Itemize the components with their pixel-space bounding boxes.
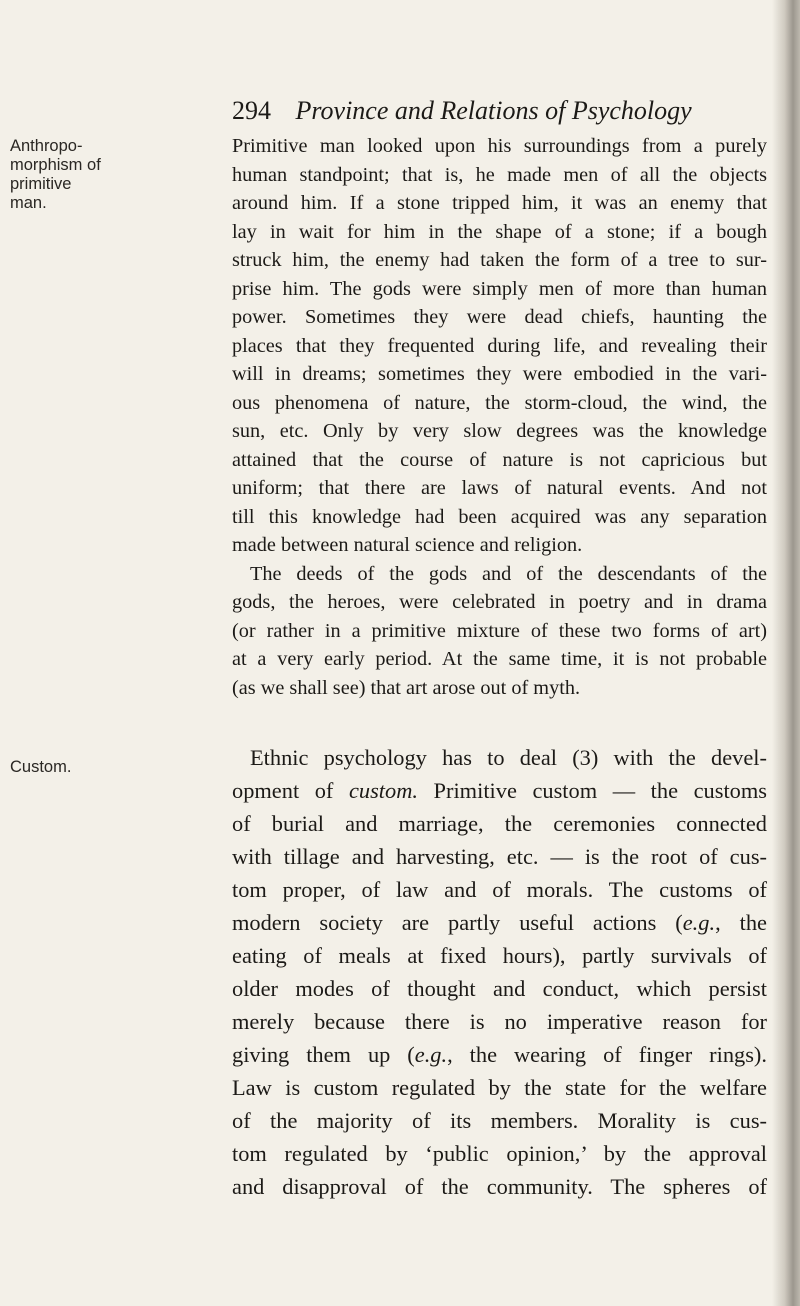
margin-note-line: man. <box>10 194 47 212</box>
text-line: struck him, the enemy had taken the form of a tree to sur- <box>232 249 767 271</box>
text-line: around him. If a stone tripped him, it was an enemy that <box>232 192 767 214</box>
text-line: opment of custom. Primitive custom — the customs <box>232 778 767 803</box>
text-line: modern society are partly useful actions (e.g., the <box>232 910 767 935</box>
text-line: tom regulated by ‘public opinion,’ by the approval <box>232 1141 767 1166</box>
text-line: prise him. The gods were simply men of more than human <box>232 277 767 300</box>
running-header <box>232 96 692 126</box>
body-text-custom <box>232 741 767 1203</box>
text-line: gods, the heroes, were celebrated in poetry and in drama <box>232 591 767 613</box>
text-line: of burial and marriage, the ceremonies connected <box>232 811 767 836</box>
text-line: made between natural science and religion. <box>232 534 583 556</box>
margin-note-line: morphism of <box>10 156 101 174</box>
text-line: uniform; that there are laws of natural events. And not <box>232 477 767 499</box>
text-line: at a very early period. At the same time, it is not probable <box>232 648 767 670</box>
margin-note-custom: Custom. <box>10 758 72 776</box>
text-line: eating of meals at fixed hours), partly survivals of <box>232 943 767 968</box>
text-line: will in dreams; sometimes they were embodied in the vari- <box>232 363 767 385</box>
text-line: human standpoint; that is, he made men of all the objects <box>232 163 767 186</box>
text-line: of the majority of its members. Morality is cus- <box>232 1108 767 1133</box>
italic-abbrev: e.g. <box>414 1042 448 1067</box>
italic-term: custom. <box>348 778 418 803</box>
margin-note-anthropomorphism <box>10 137 101 213</box>
text-line: and disapproval of the community. The spheres of <box>232 1174 767 1199</box>
margin-note-line: Anthropo- <box>10 137 83 155</box>
text-line: Law is custom regulated by the state for the welfare <box>232 1075 767 1100</box>
text-line: Ethnic psychology has to deal (3) with the devel- <box>250 745 767 770</box>
text-line: attained that the course of nature is not capricious but <box>232 448 767 471</box>
text-line: merely because there is no imperative reason for <box>232 1009 767 1034</box>
text-line: (or rather in a primitive mixture of these two forms of art) <box>232 619 767 642</box>
text-line: The deeds of the gods and of the descendants of the <box>250 562 767 585</box>
text-line: places that they frequented during life, and revealing their <box>232 334 767 357</box>
page-number: 294 <box>232 96 271 125</box>
text-line: with tillage and harvesting, etc. — is the root of cus- <box>232 844 767 869</box>
text-line: power. Sometimes they were dead chiefs, haunting the <box>232 306 767 328</box>
text-line: Primitive man looked upon his surroundings from a purely <box>232 135 767 157</box>
italic-abbrev: e.g. <box>682 910 716 935</box>
text-line: giving them up (e.g., the wearing of finger rings). <box>232 1042 767 1067</box>
text-line: older modes of thought and conduct, which persist <box>232 976 767 1001</box>
text-line: (as we shall see) that art arose out of myth. <box>232 676 581 699</box>
text-line: ous phenomena of nature, the storm-cloud, the wind, the <box>232 391 767 414</box>
text-line: sun, etc. Only by very slow degrees was the knowledge <box>232 420 767 442</box>
body-text-upper <box>232 132 767 702</box>
text-line: lay in wait for him in the shape of a stone; if a bough <box>232 220 767 243</box>
text-line: tom proper, of law and of morals. The customs of <box>232 877 767 902</box>
running-title: Province and Relations of Psychology <box>295 96 692 125</box>
page-edge-shadow <box>772 0 800 1306</box>
margin-note-line: primitive <box>10 175 72 193</box>
text-line: till this knowledge had been acquired was any separation <box>232 505 767 528</box>
